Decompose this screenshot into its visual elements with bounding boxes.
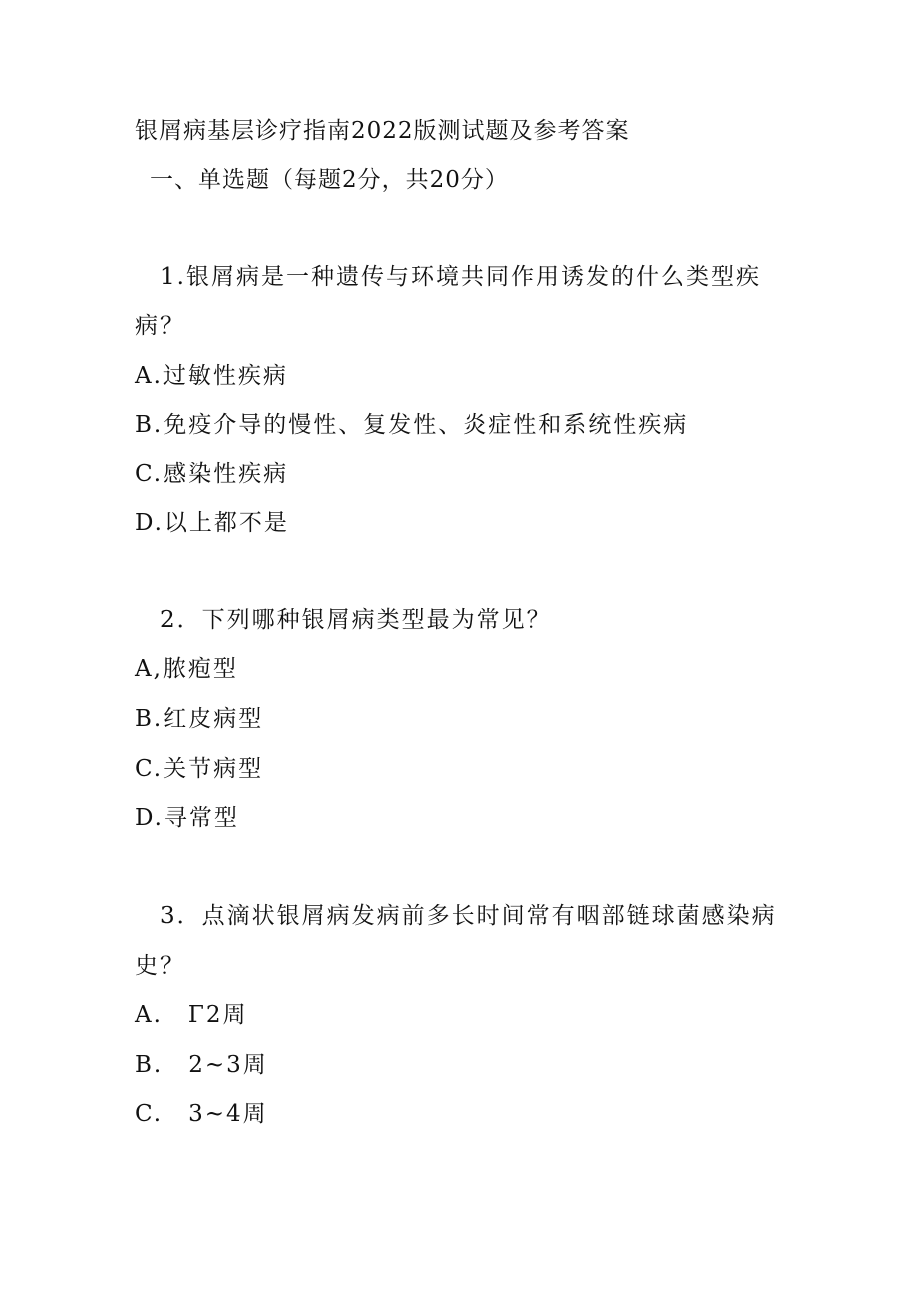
question-2-option-c: C.关节病型 bbox=[135, 756, 264, 782]
question-3-option-c: C. 3~4周 bbox=[135, 1101, 268, 1127]
question-1-stem: 1.银屑病是一种遗传与环境共同作用诱发的什么类型疾 bbox=[160, 264, 761, 290]
question-2-stem: 2．下列哪种银屑病类型最为常见？ bbox=[160, 607, 552, 633]
question-3-option-a: A. Γ2周 bbox=[135, 1002, 248, 1028]
question-1-option-a: A.过敏性疾病 bbox=[135, 363, 288, 389]
document-title: 银屑病基层诊疗指南2022版测试题及参考答案 bbox=[135, 118, 630, 144]
question-3-option-b: B. 2~3周 bbox=[135, 1052, 268, 1078]
question-2-option-b: B.红皮病型 bbox=[135, 706, 264, 732]
question-2-option-a: A,脓疱型 bbox=[135, 656, 238, 682]
question-1-option-b: B.免疫介导的慢性、复发性、炎症性和系统性疾病 bbox=[135, 412, 689, 438]
question-1-option-d: D.以上都不是 bbox=[135, 510, 289, 536]
question-3-stem: 3．点滴状银屑病发病前多长时间常有咽部链球菌感染病 bbox=[160, 903, 777, 929]
question-3-stem-cont: 史？ bbox=[135, 953, 185, 979]
section-heading: 一、单选题（每题2分，共20分） bbox=[150, 167, 509, 193]
question-2-option-d: D.寻常型 bbox=[135, 805, 239, 831]
question-1-option-c: C.感染性疾病 bbox=[135, 461, 289, 487]
question-1-stem-cont: 病？ bbox=[135, 313, 185, 339]
